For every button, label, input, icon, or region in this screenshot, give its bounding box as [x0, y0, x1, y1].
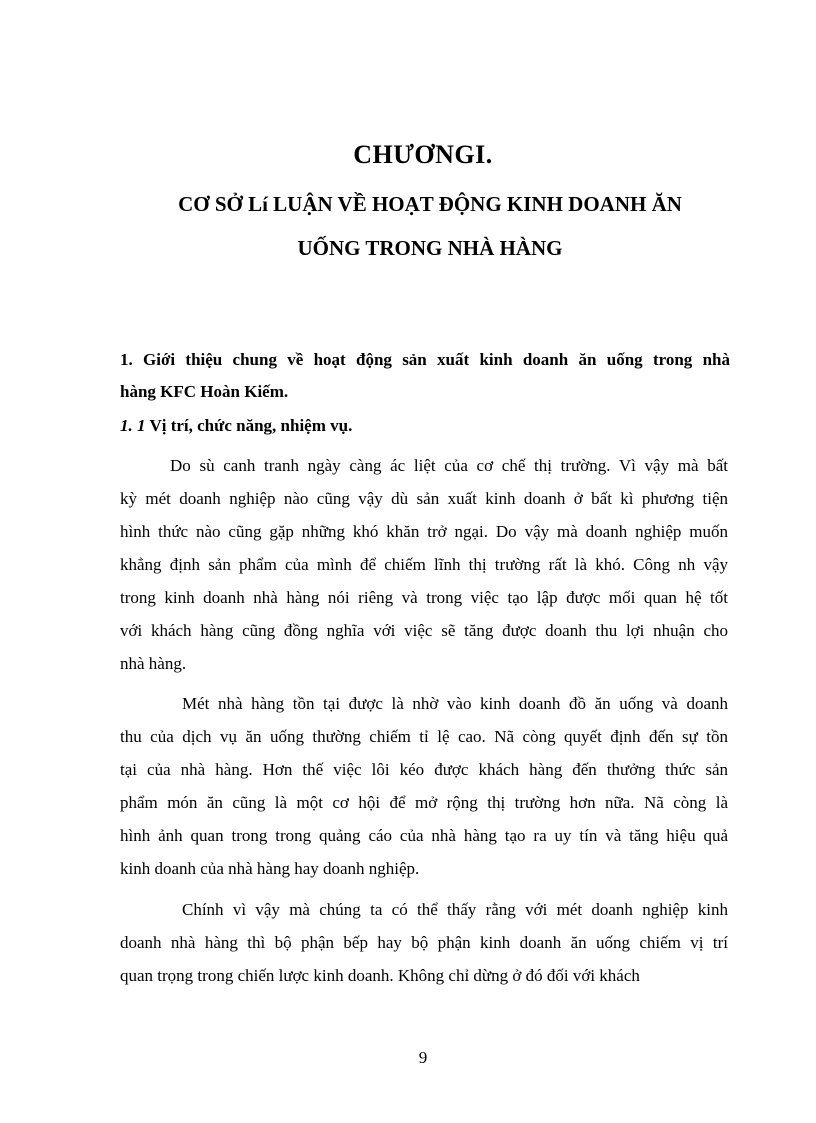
chapter-title-line-1: CƠ SỞ Lí LUẬN VỀ HOẠT ĐỘNG KINH DOANH ĂN	[178, 192, 682, 216]
section-heading-line-2: hàng KFC Hoàn Kiếm.	[120, 382, 289, 401]
paragraph-2-line-5: hình ảnh quan trong trong quảng cáo của nhà hàng tạo ra uy tín và tăng hiệu quả	[120, 826, 728, 845]
paragraph-2-line-3: tại của nhà hàng. Hơn thế việc lôi kéo được khách hàng đến thưởng thức sản	[120, 760, 728, 779]
subsection-title: Vị trí, chức năng, nhiệm vụ.	[145, 416, 353, 435]
paragraph-2-line-1: Mét nhà hàng tồn tại được là nhờ vào kinh doanh đồ ăn uống và doanh	[182, 694, 728, 713]
chapter-title-line-2: UỐNG TRONG NHÀ HÀNG	[297, 236, 563, 260]
paragraph-2-line-6: kinh doanh của nhà hàng hay doanh nghiệp.	[120, 859, 420, 878]
paragraph-3-line-2: doanh nhà hàng thì bộ phận bếp hay bộ phận kinh doanh ăn uống chiếm vị trí	[120, 933, 728, 952]
subsection-heading	[120, 410, 352, 442]
paragraph-1-line-2: kỳ mét doanh nghiệp nào cũng vậy dù sản xuất kinh doanh ở bất kì phương tiện	[120, 489, 728, 508]
paragraph-1-line-7: nhà hàng.	[120, 654, 187, 673]
paragraph-1-line-4: khẳng định sản phẩm của mình để chiếm lĩnh thị trường rất là khó. Công nh vậy	[120, 555, 728, 574]
chapter-number: CHƯƠNGI.	[353, 140, 493, 169]
section-heading-line-1: 1. Giới thiệu chung về hoạt động sản xuất kinh doanh ăn uống trong nhà	[120, 350, 730, 369]
paragraph-2-line-2: thu của dịch vụ ăn uống thường chiếm tỉ lệ cao. Nã còng quyết định đến sự tồn	[120, 727, 728, 746]
paragraph-1-line-3: hình thức nào cũng gặp những khó khăn trở ngại. Do vậy mà doanh nghiệp muốn	[120, 522, 728, 541]
paragraph-1-line-5: trong kinh doanh nhà hàng nói riêng và trong việc tạo lập được mối quan hệ tốt	[120, 588, 728, 607]
paragraph-2-line-4: phẩm món ăn cũng là một cơ hội để mở rộng thị trường hơn nữa. Nã còng là	[120, 793, 728, 812]
paragraph-1-line-1: Do sù canh tranh ngày càng ác liệt của cơ chế thị trường. Vì vậy mà bất	[170, 456, 728, 475]
page-number: 9	[418, 1048, 428, 1067]
subsection-number: 1. 1	[120, 416, 146, 435]
paragraph-3-line-1: Chính vì vậy mà chúng ta có thể thấy rằng với mét doanh nghiệp kinh	[182, 900, 728, 919]
paragraph-1-line-6: với khách hàng cũng đồng nghĩa với việc sẽ tăng được doanh thu lợi nhuận cho	[120, 621, 728, 640]
paragraph-3-line-3: quan trọng trong chiến lược kinh doanh. Không chỉ dừng ở đó đối với khách	[120, 966, 640, 985]
